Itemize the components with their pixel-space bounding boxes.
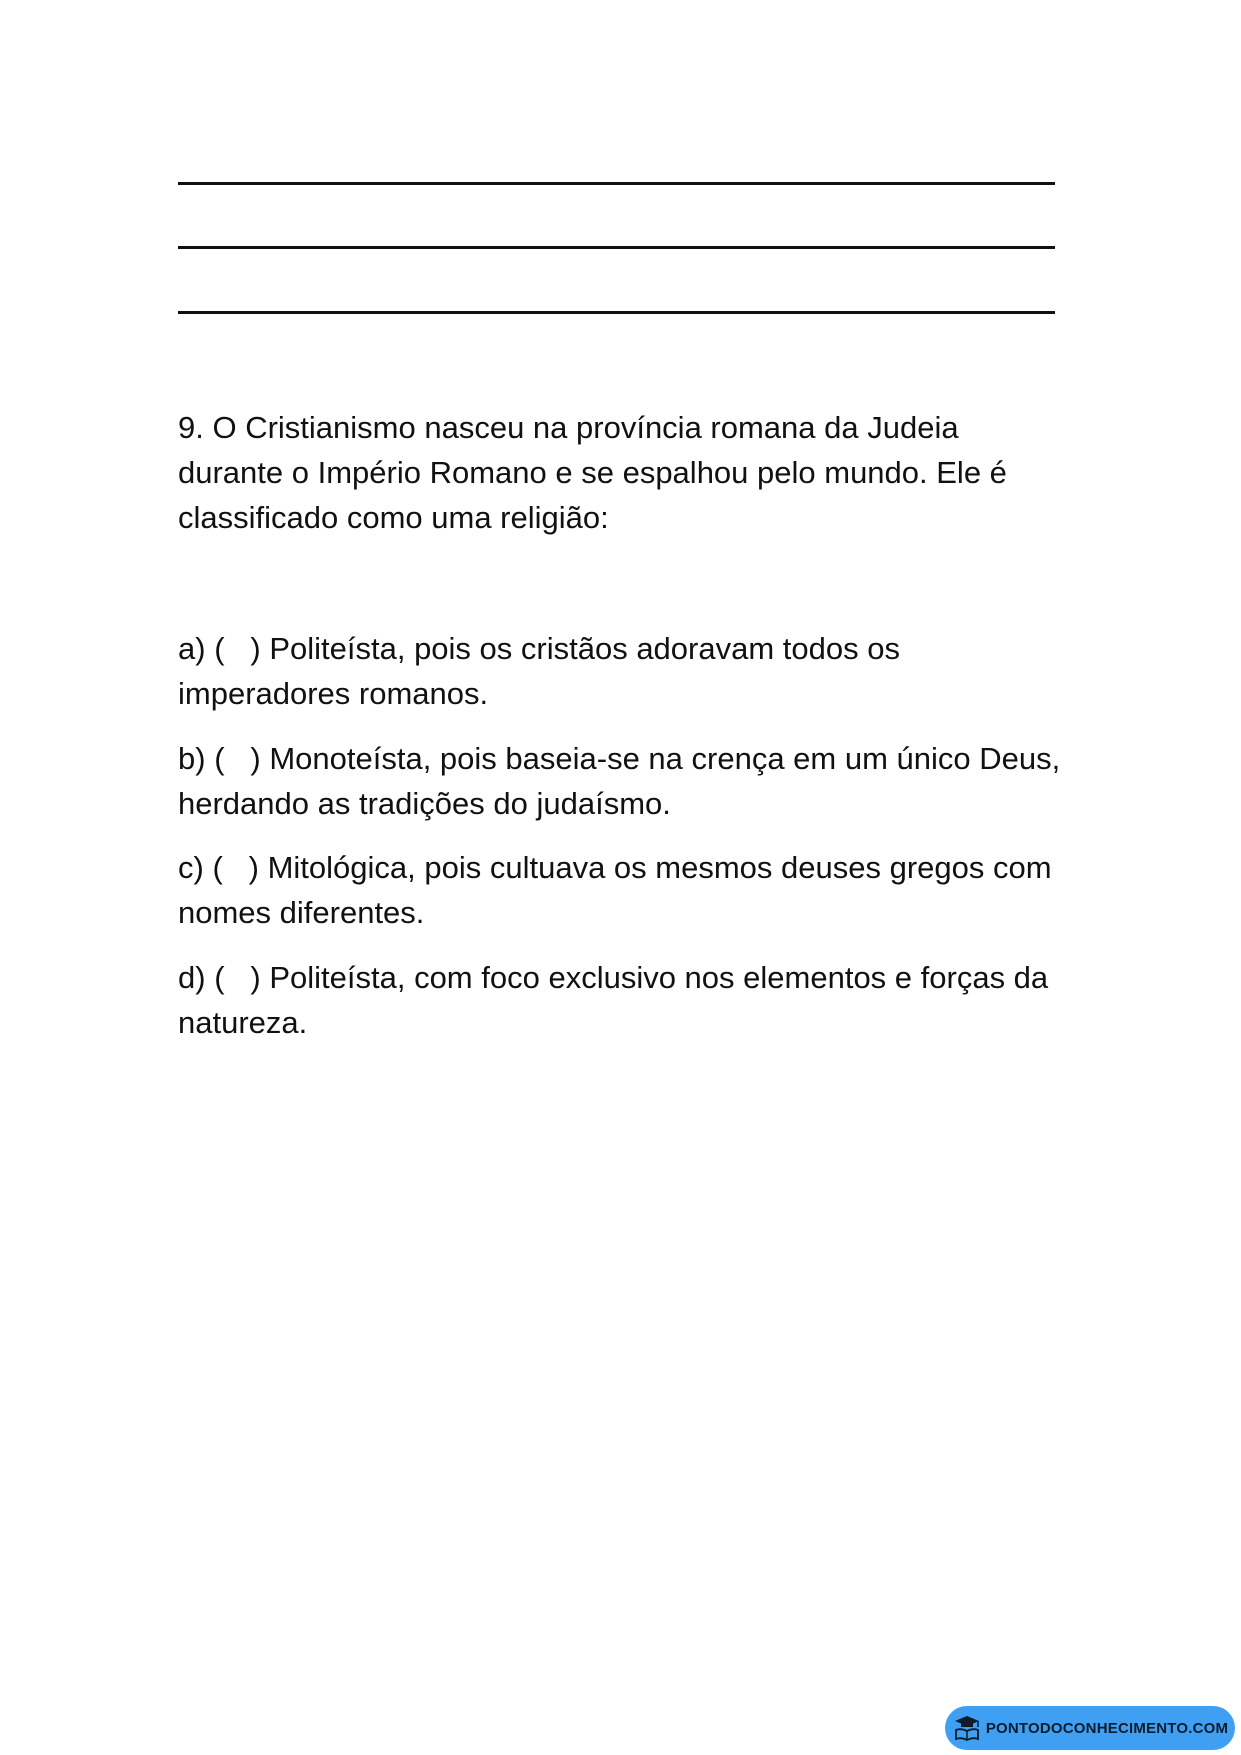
answer-line-3[interactable] xyxy=(178,311,1055,314)
option-text: Monoteísta, pois baseia-se na crença em um único Deus, herdando as tradições do judaísmo. xyxy=(178,741,1061,821)
option-checkbox[interactable]: ( ) xyxy=(212,850,259,885)
brand-badge[interactable] xyxy=(945,1706,1235,1750)
option-text: Politeísta, pois os cristãos adoravam todos os imperadores romanos. xyxy=(178,631,900,711)
brand-name: PONTODOCONHECIMENTO.COM xyxy=(985,1719,1229,1737)
option-d xyxy=(178,955,1078,1045)
option-b xyxy=(178,736,1078,826)
graduate-book-icon xyxy=(952,1713,982,1743)
option-letter: b) xyxy=(178,741,206,776)
question-text: O Cristianismo nasceu na província romana da Judeia durante o Império Romano e se espalhou pelo mundo. Ele é classificado como uma religião: xyxy=(178,410,1007,535)
option-letter: c) xyxy=(178,850,204,885)
option-checkbox[interactable]: ( ) xyxy=(214,960,261,995)
option-c xyxy=(178,845,1078,935)
option-checkbox[interactable]: ( ) xyxy=(214,741,261,776)
option-letter: d) xyxy=(178,960,206,995)
option-text: Mitológica, pois cultuava os mesmos deuses gregos com nomes diferentes. xyxy=(178,850,1052,930)
question-number: 9. xyxy=(178,410,204,445)
option-text: Politeísta, com foco exclusivo nos elementos e forças da natureza. xyxy=(178,960,1049,1040)
option-a xyxy=(178,626,1078,716)
option-checkbox[interactable]: ( ) xyxy=(214,631,261,666)
answer-line-2[interactable] xyxy=(178,246,1055,249)
option-letter: a) xyxy=(178,631,206,666)
answer-line-1[interactable] xyxy=(178,182,1055,185)
question-9 xyxy=(178,405,1068,540)
